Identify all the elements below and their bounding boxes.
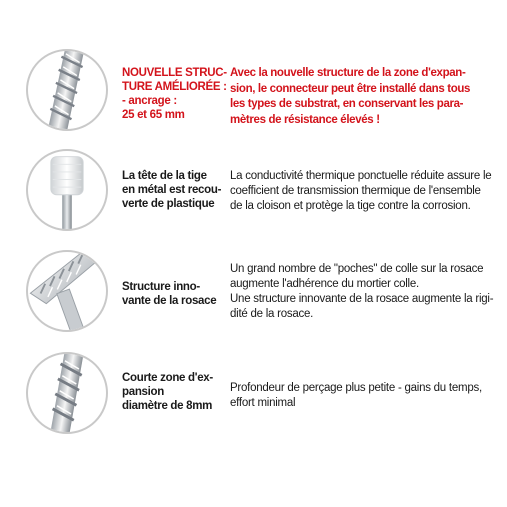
feature-label bbox=[122, 169, 224, 211]
desc-line: dité de la rosace. bbox=[230, 308, 314, 320]
label-line: TURE AMÉLIORÉE : bbox=[122, 81, 227, 93]
feature-description bbox=[230, 66, 492, 128]
label-line: verte de plastique bbox=[122, 198, 215, 210]
feature-label bbox=[122, 66, 227, 122]
label-line: 25 et 65 mm bbox=[122, 109, 185, 121]
label-line: - ancrage : bbox=[122, 95, 177, 107]
label-line: vante de la rosace bbox=[122, 295, 217, 307]
label-line: La tête de la tige bbox=[122, 170, 207, 182]
feature-label bbox=[122, 371, 224, 413]
label-line: NOUVELLE STRUC- bbox=[122, 67, 227, 79]
feature-description bbox=[230, 169, 492, 214]
rosette-structure-icon bbox=[26, 250, 108, 332]
label-line: diamètre de 8mm bbox=[122, 400, 213, 412]
label-line: en métal est recou- bbox=[122, 184, 222, 196]
desc-line: Un grand nombre de "poches" de colle sur la rosace bbox=[230, 263, 484, 275]
short-expansion-zone-icon bbox=[26, 352, 108, 434]
desc-line: les types de substrat, en conservant les para- bbox=[230, 98, 464, 110]
desc-line: Profondeur de perçage plus petite - gains du temps, bbox=[230, 382, 482, 394]
feature-label bbox=[122, 280, 224, 308]
desc-line: Avec la nouvelle structure de la zone d'expan- bbox=[230, 67, 466, 79]
anchor-expansion-zone-icon bbox=[26, 49, 108, 131]
label-line: pansion bbox=[122, 386, 164, 398]
desc-line: Une structure innovante de la rosace augmente la rigi- bbox=[230, 293, 494, 305]
desc-line: augmente l'adhérence du mortier colle. bbox=[230, 278, 419, 290]
feature-description bbox=[230, 262, 492, 322]
desc-line: sion, le connecteur peut être installé dans tous bbox=[230, 82, 471, 95]
desc-line: mètres de résistance élevés ! bbox=[230, 113, 380, 126]
label-line: Structure inno- bbox=[122, 281, 200, 293]
desc-line: coefficient de transmission thermique de l'ensemble bbox=[230, 185, 481, 197]
label-line: Courte zone d'ex- bbox=[122, 372, 213, 384]
feature-description bbox=[230, 381, 492, 411]
desc-line: effort minimal bbox=[230, 397, 296, 409]
desc-line: de la cloison et protège la tige contre la corrosion. bbox=[230, 200, 471, 212]
desc-line: La conductivité thermique ponctuelle réduite assure le bbox=[230, 170, 492, 182]
plastic-cap-icon bbox=[26, 149, 108, 231]
